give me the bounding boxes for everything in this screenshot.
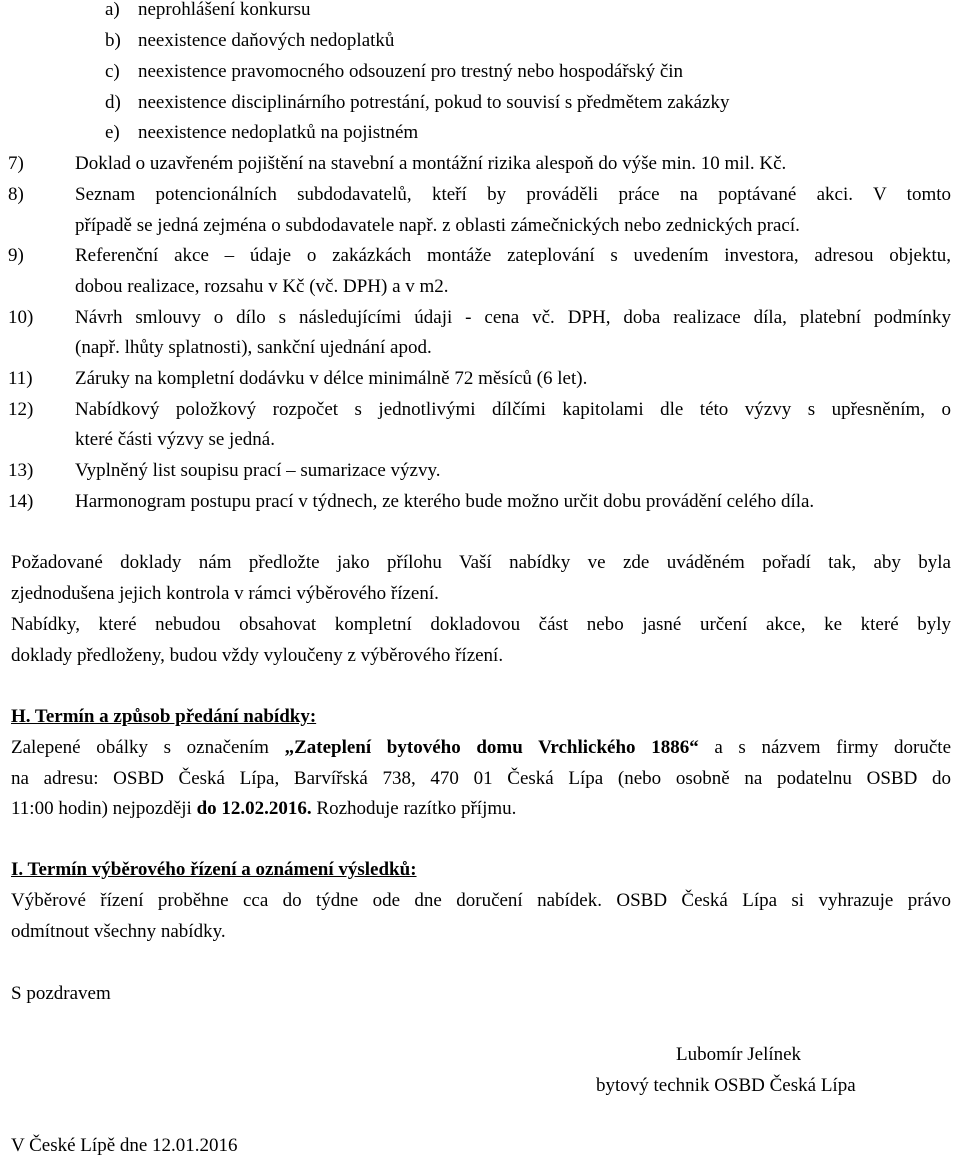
numbered-item-marker: 14)	[8, 491, 34, 512]
numbered-item-line: dobou realizace, rozsahu v Kč (vč. DPH) a v m2.	[75, 276, 449, 297]
numbered-item-line: případě se jedná zejména o subdodavatele např. z oblasti zámečnických nebo zednických prací.	[75, 215, 800, 236]
sub-item-text: neexistence disciplinárního potrestání, pokud to souvisí s předmětem zakázky	[138, 92, 730, 113]
section-h-line	[11, 797, 516, 821]
numbered-item-line: (např. lhůty splatnosti), sankční ujednání apod.	[75, 337, 432, 358]
section-h-heading: H. Termín a způsob předání nabídky:	[11, 706, 317, 727]
numbered-item-line: Referenční akce – údaje o zakázkách montáže zateplování s uvedením investora, adresou objektu,	[75, 245, 951, 266]
greeting: S pozdravem	[11, 983, 111, 1004]
numbered-item-marker: 8)	[8, 184, 24, 205]
signature-title: bytový technik OSBD Česká Lípa	[596, 1075, 856, 1096]
sub-item-marker: d)	[105, 92, 121, 113]
section-i-heading: I. Termín výběrového řízení a oznámení výsledků:	[11, 859, 417, 880]
numbered-item-line: Harmonogram postupu prací v týdnech, ze kterého bude možno určit dobu provádění celého díla.	[75, 491, 815, 512]
section-h-line	[11, 736, 951, 760]
section-i-line: Výběrové řízení proběhne cca do týdne ode dne doručení nabídek. OSBD Česká Lípa si vyhrazuje právo	[11, 890, 951, 911]
paragraph-line: zjednodušena jejich kontrola v rámci výběrového řízení.	[11, 583, 439, 604]
numbered-item-line: Záruky na kompletní dodávku v délce minimálně 72 měsíců (6 let).	[75, 368, 588, 389]
sub-item-marker: a)	[105, 0, 120, 20]
sub-item-text: neprohlášení konkursu	[138, 0, 311, 20]
section-h-text: 11:00 hodin) nejpozději	[11, 798, 197, 819]
sub-item-marker: e)	[105, 122, 120, 143]
numbered-item-marker: 13)	[8, 460, 34, 481]
numbered-item-marker: 11)	[8, 368, 33, 389]
numbered-item-line: které části výzvy se jedná.	[75, 429, 275, 450]
section-h-text: Zalepené obálky s označením	[11, 737, 285, 758]
sub-item-marker: b)	[105, 30, 121, 51]
numbered-item-line: Vyplněný list soupisu prací – sumarizace výzvy.	[75, 460, 441, 481]
paragraph-line: Požadované doklady nám předložte jako přílohu Vaší nabídky ve zde uváděném pořadí tak, aby byla	[11, 552, 951, 573]
paragraph-line: Nabídky, které nebudou obsahovat kompletní dokladovou část nebo jasné určení akce, ke které byly	[11, 614, 951, 635]
sub-item-text: neexistence nedoplatků na pojistném	[138, 122, 419, 143]
place-date: V České Lípě dne 12.01.2016	[11, 1135, 238, 1156]
numbered-item-line: Doklad o uzavřeném pojištění na stavební a montážní rizika alespoň do výše min. 10 mil. Kč.	[75, 153, 787, 174]
section-h-line: na adresu: OSBD Česká Lípa, Barvířská 738, 470 01 Česká Lípa (nebo osobně na podatelnu OSBD do	[11, 768, 951, 789]
numbered-item-marker: 10)	[8, 307, 34, 328]
sub-item-text: neexistence pravomocného odsouzení pro trestný nebo hospodářský čin	[138, 61, 684, 82]
section-h-text: Rozhoduje razítko příjmu.	[311, 798, 517, 819]
numbered-item-line: Seznam potencionálních subdodavatelů, kteří by prováděli práce na poptávané akci. V tomto	[75, 184, 951, 205]
signature-name: Lubomír Jelínek	[676, 1044, 802, 1065]
numbered-item-marker: 12)	[8, 399, 34, 420]
sub-item-text: neexistence daňových nedoplatků	[138, 30, 395, 51]
deadline-date: do 12.02.2016.	[196, 798, 312, 819]
section-i-line: odmítnout všechny nabídky.	[11, 921, 226, 942]
numbered-item-line: Nabídkový položkový rozpočet s jednotlivými dílčími kapitolami dle této výzvy s upřesněním, o	[75, 399, 951, 420]
numbered-item-line: Návrh smlouvy o dílo s následujícími údaji - cena vč. DPH, doba realizace díla, platební podmínky	[75, 307, 951, 328]
sub-item-marker: c)	[105, 61, 120, 82]
numbered-item-marker: 7)	[8, 153, 24, 174]
paragraph-line: doklady předloženy, budou vždy vyloučeny z výběrového řízení.	[11, 645, 504, 666]
numbered-item-marker: 9)	[8, 245, 24, 266]
section-h-text: a s názvem firmy doručte	[698, 737, 952, 758]
project-name: „Zateplení bytového domu Vrchlického 1886“	[284, 737, 699, 758]
